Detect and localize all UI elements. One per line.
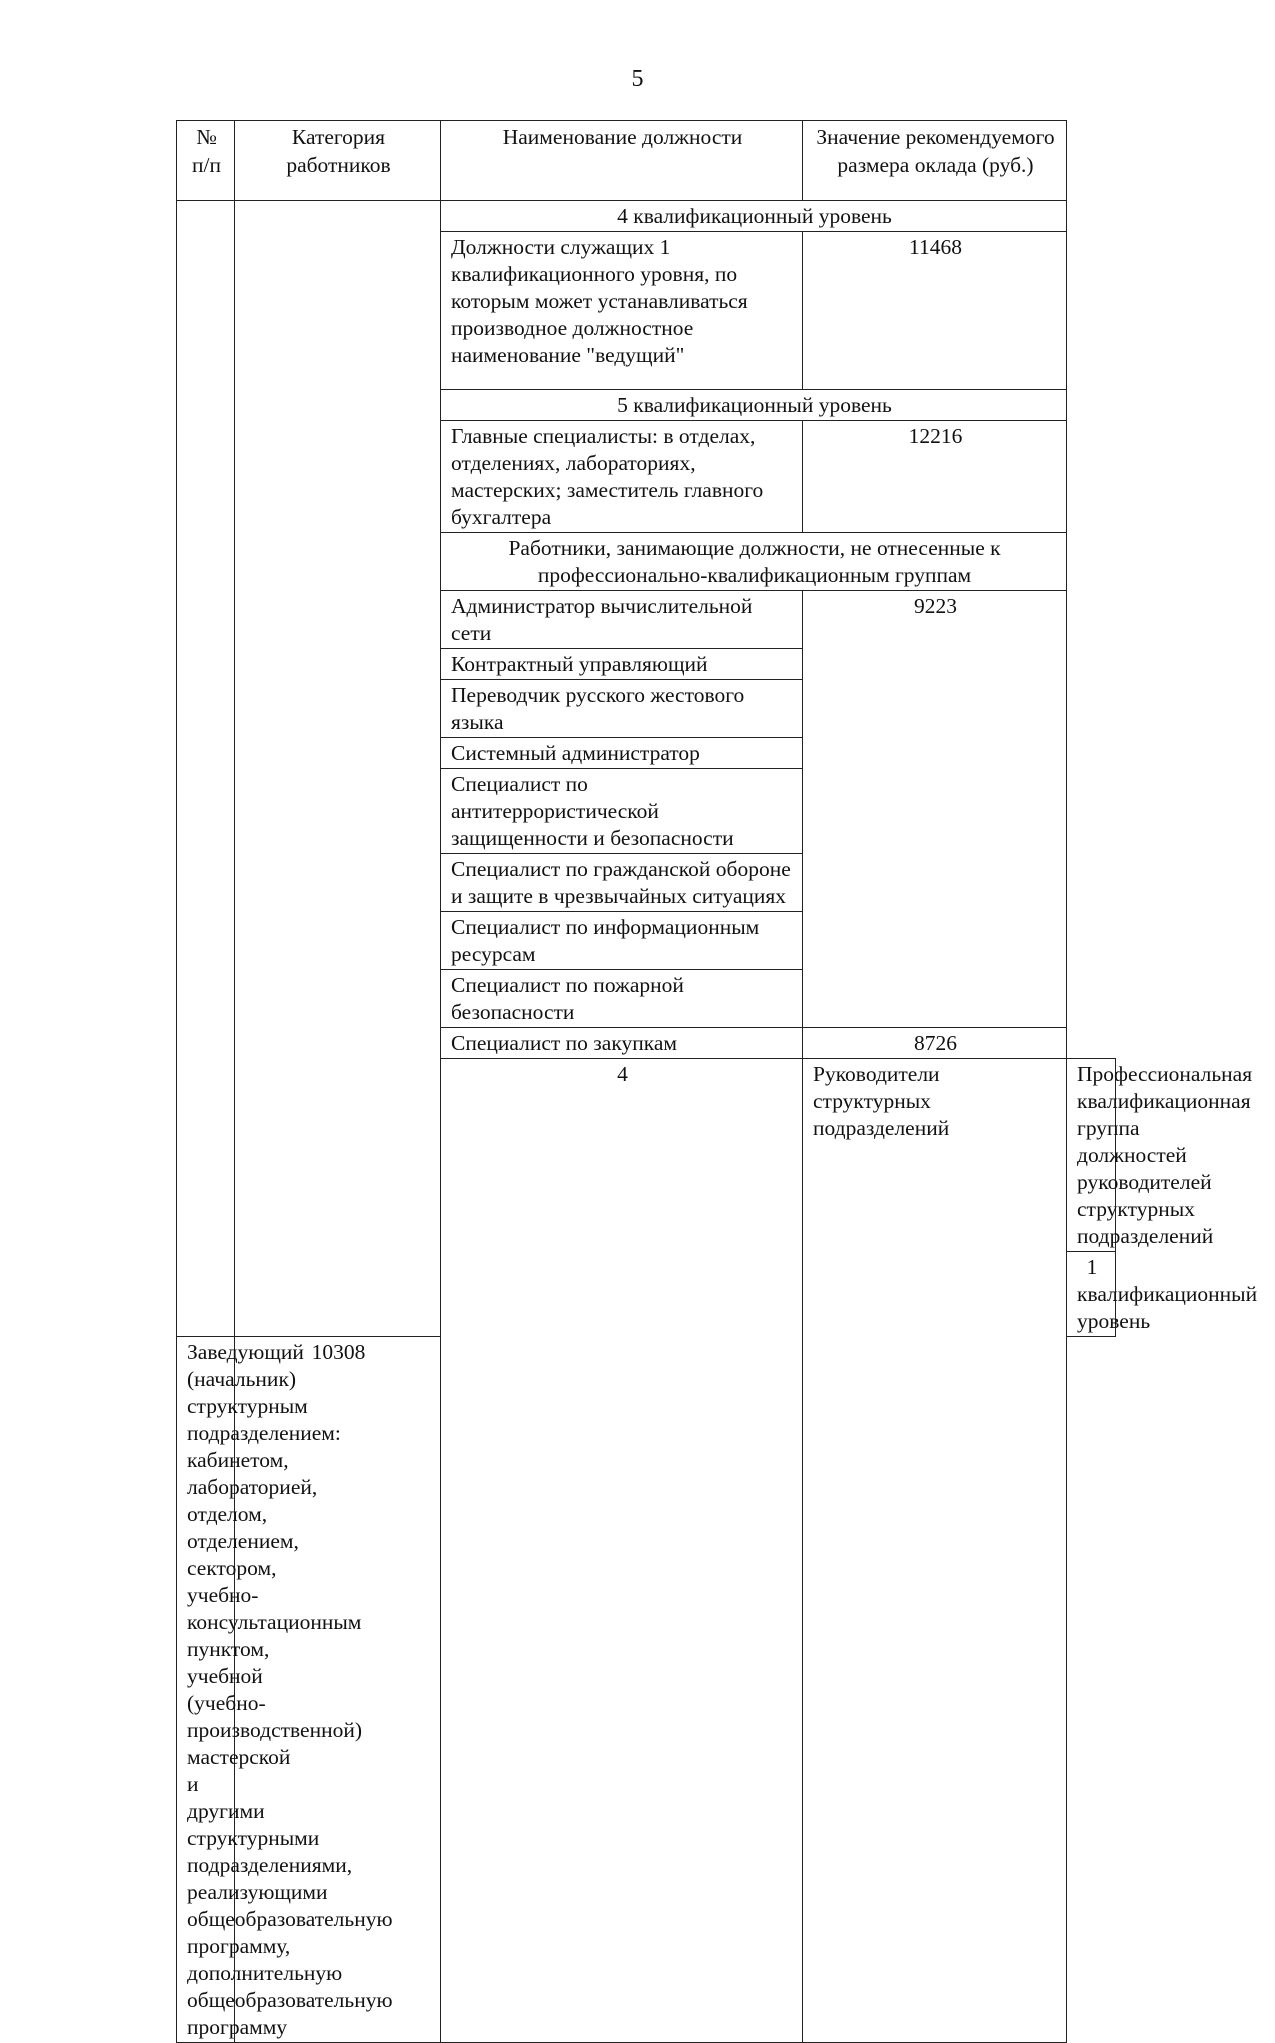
position-cell: Специалист по гражданской обороне и защите в чрезвычайных ситуациях <box>441 854 803 912</box>
position-cell: Переводчик русского жестового языка <box>441 680 803 738</box>
group-title: Профессиональная квалификационная группа должностей руководителей структурных подразделений <box>1067 1059 1116 1252</box>
category-cell-empty <box>235 201 441 1337</box>
position-cell: Специалист по закупкам <box>441 1028 803 1059</box>
other-positions-title: Работники, занимающие должности, не отнесенные к профессионально-квалификационным группам <box>441 533 1067 591</box>
position-cell: Администратор вычислительной сети <box>441 591 803 649</box>
value-cell: 12216 <box>803 421 1067 533</box>
header-position: Наименование должности <box>441 121 803 201</box>
header-category: Категория работников <box>235 121 441 201</box>
value-cell: 10308 <box>235 1337 441 2043</box>
header-row <box>177 121 1116 201</box>
level-1-title: 1 квалификационный уровень <box>1067 1252 1116 1337</box>
num-cell-empty <box>177 201 235 1337</box>
value-cell: 9223 <box>803 591 1067 1028</box>
position-cell: Системный администратор <box>441 738 803 769</box>
position-cell: Специалист по антитеррористической защищенности и безопасности <box>441 769 803 854</box>
category-cell: Руководители структурных подразделений <box>803 1059 1067 2043</box>
position-cell: Главные специалисты: в отделах, отделениях, лабораториях, мастерских; заместитель главного бухгалтера <box>441 421 803 533</box>
header-num: № п/п <box>177 121 235 201</box>
level-4-title: 4 квалификационный уровень <box>441 201 1067 232</box>
position-cell: Специалист по информационным ресурсам <box>441 912 803 970</box>
position-cell: Заведующий (начальник) структурным подразделением: кабинетом, лабораторией, отделом, отделением, сектором, учебно-консультационным пунктом, учебной (учебно-производственной) мастерской и другими структурными подразделениями, реализующими общеобразовательную программу, дополнительную общеобразовательную программу <box>177 1337 235 2043</box>
page-number: 5 <box>631 66 644 92</box>
row-number: 4 <box>441 1059 803 2043</box>
level-5-title: 5 квалификационный уровень <box>441 390 1067 421</box>
salary-table <box>176 120 1258 2043</box>
value-cell: 11468 <box>803 232 1067 390</box>
position-cell: Должности служащих 1 квалификационного уровня, по которым может устанавливаться производное должностное наименование "ведущий" <box>441 232 803 390</box>
position-cell: Специалист по пожарной безопасности <box>441 970 803 1028</box>
header-value: Значение рекомендуемого размера оклада (руб.) <box>803 121 1067 201</box>
value-cell: 8726 <box>803 1028 1067 1059</box>
level-row <box>177 201 1116 232</box>
position-cell: Контрактный управляющий <box>441 649 803 680</box>
